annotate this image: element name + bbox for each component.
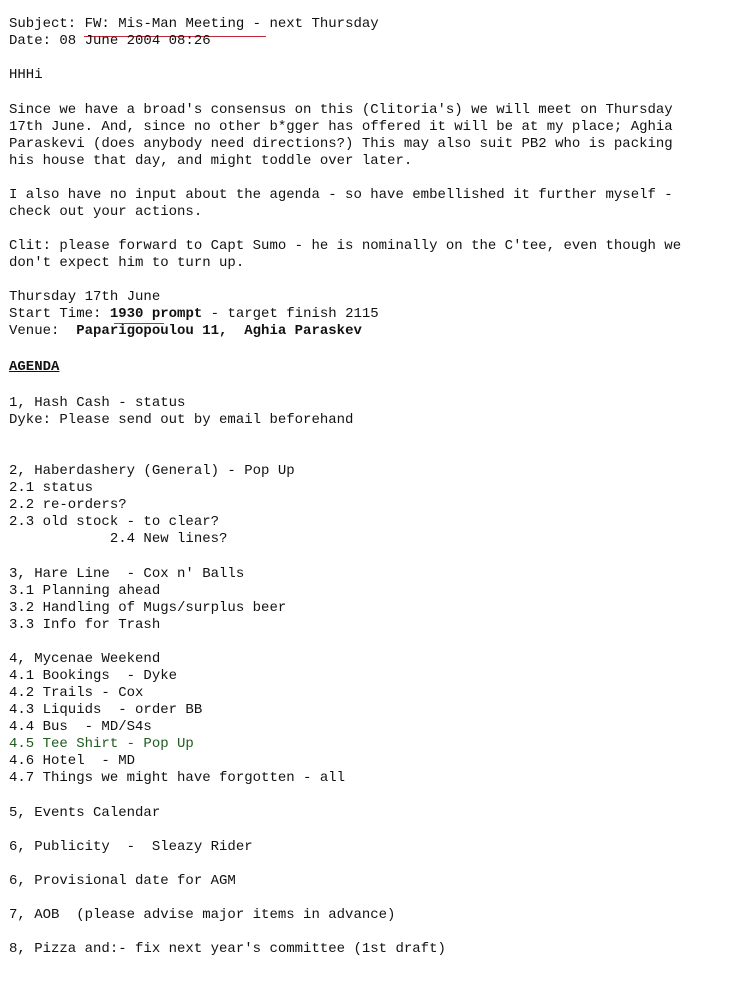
agenda-subitem: 4.7 Things we might have forgotten - all bbox=[9, 770, 346, 786]
agenda-heading: AGENDA bbox=[9, 359, 60, 375]
agenda-subitem: 2.4 New lines? bbox=[9, 531, 228, 547]
target-finish: - target finish 2115 bbox=[202, 306, 379, 322]
agenda-item: 8, Pizza and:- fix next year's committee (1st draft) bbox=[9, 941, 446, 957]
date-line: Date: 08 June 2004 08:26 bbox=[9, 33, 211, 49]
start-time-value: 1930 prompt bbox=[109, 306, 203, 322]
agenda-item: 5, Events Calendar bbox=[9, 805, 161, 821]
venue-value: Paparigopoulou 11, Aghia Paraskev bbox=[76, 323, 362, 339]
agenda-subitem: 4.5 Tee Shirt - Pop Up bbox=[9, 736, 194, 752]
agenda-item: 2, Haberdashery (General) - Pop Up bbox=[9, 463, 295, 479]
agenda-subitem: 4.3 Liquids - order BB bbox=[9, 702, 203, 718]
agenda-subitem: 2.2 re-orders? bbox=[9, 497, 127, 513]
paragraph-line: 17th June. And, since no other b*gger has offered it will be at my place; Aghia bbox=[9, 119, 673, 135]
start-time-label: Start Time: bbox=[9, 306, 110, 322]
agenda-item: 7, AOB (please advise major items in advance) bbox=[9, 907, 396, 923]
subject-fw: FW: bbox=[84, 16, 119, 32]
agenda-item: 6, Publicity - Sleazy Rider bbox=[9, 839, 253, 855]
paragraph-line: Since we have a broad's consensus on this (Clitoria's) we will meet on Thursday bbox=[9, 102, 673, 118]
subject-line bbox=[9, 16, 379, 33]
subject-label: Subject: bbox=[9, 16, 85, 32]
agenda-subitem: 4.4 Bus - MD/S4s bbox=[9, 719, 152, 735]
start-time-line bbox=[9, 306, 379, 323]
venue-label: Venue: bbox=[9, 323, 77, 339]
agenda-subitem: 4.2 Trails - Cox bbox=[9, 685, 144, 701]
agenda-subitem: 4.6 Hotel - MD bbox=[9, 753, 136, 769]
paragraph-line: check out your actions. bbox=[9, 204, 203, 220]
agenda-subitem: 3.2 Handling of Mugs/surplus beer bbox=[9, 600, 287, 616]
agenda-item: 1, Hash Cash - status bbox=[9, 395, 186, 411]
meeting-day: Thursday 17th June bbox=[9, 289, 161, 305]
paragraph-line: his house that day, and might toddle over later. bbox=[9, 153, 413, 169]
agenda-item: 4, Mycenae Weekend bbox=[9, 651, 161, 667]
agenda-subitem: Dyke: Please send out by email beforehand bbox=[9, 412, 354, 428]
paragraph-line: I also have no input about the agenda - so have embellished it further myself - bbox=[9, 187, 673, 203]
venue-line bbox=[9, 323, 362, 340]
paragraph-line: Paraskevi (does anybody need directions?) This may also suit PB2 who is packing bbox=[9, 136, 673, 152]
agenda-item: 3, Hare Line - Cox n' Balls bbox=[9, 566, 245, 582]
paragraph-line: don't expect him to turn up. bbox=[9, 255, 245, 271]
agenda-subitem: 3.1 Planning ahead bbox=[9, 583, 161, 599]
agenda-subitem: 4.1 Bookings - Dyke bbox=[9, 668, 178, 684]
agenda-subitem: 2.1 status bbox=[9, 480, 94, 496]
subject-rest: - next Thursday bbox=[244, 16, 379, 32]
agenda-item: 6, Provisional date for AGM bbox=[9, 873, 236, 889]
paragraph-line: Clit: please forward to Capt Sumo - he is nominally on the C'tee, even though we bbox=[9, 238, 682, 254]
agenda-subitem: 3.3 Info for Trash bbox=[9, 617, 161, 633]
agenda-subitem: 2.3 old stock - to clear? bbox=[9, 514, 220, 530]
subject-main: Mis-Man Meeting bbox=[118, 16, 245, 32]
greeting: HHHi bbox=[9, 67, 43, 83]
